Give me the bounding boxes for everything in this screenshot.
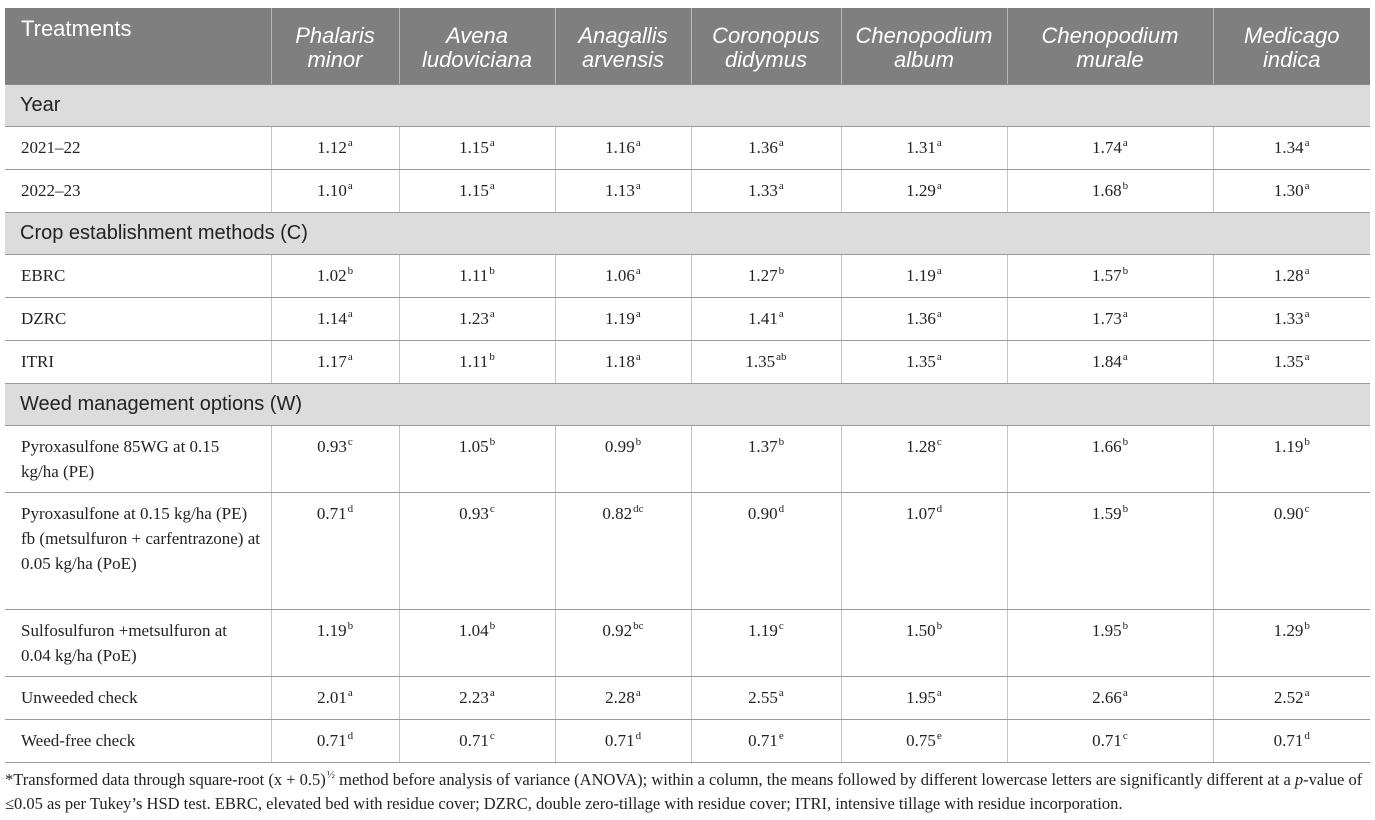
value-cell: [271, 677, 399, 720]
mean-value: 1.13: [605, 181, 635, 200]
value-cell: [555, 493, 691, 610]
mean-value: 0.75: [906, 731, 936, 750]
significance-letter: b: [1122, 180, 1129, 192]
significance-letter: a: [936, 351, 942, 363]
value-cell: [1007, 610, 1213, 677]
value-cell: [271, 255, 399, 298]
treatments-header: Treatments: [5, 8, 271, 85]
mean-value: 1.30: [1273, 181, 1304, 200]
significance-letter: b: [1304, 620, 1310, 632]
value-cell: [555, 127, 691, 170]
value-cell: [555, 170, 691, 213]
table-row: [5, 720, 1370, 763]
significance-letter: a: [1122, 687, 1128, 699]
significance-letter: a: [778, 180, 784, 192]
significance-letter: b: [1122, 265, 1129, 277]
significance-letter: d: [778, 503, 785, 515]
mean-value: 1.34: [1273, 138, 1304, 157]
significance-letter: dc: [633, 503, 644, 515]
mean-value: 1.31: [906, 138, 936, 157]
value-cell: [691, 127, 841, 170]
significance-letter: a: [635, 265, 641, 277]
significance-letter: ab: [776, 351, 787, 363]
mean-value: 0.71: [1273, 731, 1304, 750]
value-cell: [1213, 610, 1370, 677]
value-cell: [555, 298, 691, 341]
significance-letter: a: [635, 687, 641, 699]
value-cell: [399, 493, 555, 610]
value-cell: [841, 677, 1007, 720]
mean-value: 1.07: [905, 504, 936, 523]
table-row: [5, 298, 1370, 341]
significance-letter: c: [1304, 503, 1310, 515]
value-cell: [841, 127, 1007, 170]
significance-letter: d: [635, 730, 642, 742]
value-cell: [691, 610, 841, 677]
value-cell: [1213, 255, 1370, 298]
significance-letter: b: [936, 620, 943, 632]
row-label: 2022–23: [5, 170, 271, 213]
footnote: *Transformed data through square-root $(x + 0.5)^{\frac{1}{2}}$ method before analysis of variance (ANOVA); within a column, the means followed by different lowercase letters are significantly different at a p-value of ≤0.05 as per Tukey’s HSD test. EBRC, elevated bed with residue cover; DZRC, double zero-tillage with residue cover; ITRI, intensive tillage with residue incorporation.: [5, 769, 1363, 813]
row-label: EBRC: [5, 255, 271, 298]
mean-value: 1.36: [748, 138, 778, 157]
significance-letter: b: [778, 436, 785, 448]
value-cell: [841, 720, 1007, 763]
value-cell: [271, 493, 399, 610]
mean-value: 2.01: [317, 688, 347, 707]
significance-letter: b: [1304, 436, 1310, 448]
mean-value: 1.19: [906, 266, 936, 285]
value-cell: [271, 610, 399, 677]
table-row: [5, 170, 1370, 213]
significance-letter: a: [635, 180, 641, 192]
significance-letter: b: [1122, 620, 1129, 632]
value-cell: [555, 720, 691, 763]
mean-value: 2.23: [459, 688, 489, 707]
row-label: Pyroxasulfone at 0.15 kg/ha (PE) fb (metsulfuron + carfentrazone) at 0.05 kg/ha (PoE): [5, 493, 271, 610]
mean-value: 1.06: [605, 266, 635, 285]
table-row: [5, 677, 1370, 720]
row-label: Unweeded check: [5, 677, 271, 720]
species-header: Medicago indica: [1213, 8, 1370, 85]
significance-letter: c: [347, 436, 353, 448]
value-cell: [1007, 341, 1213, 384]
row-label: Pyroxasulfone 85WG at 0.15 kg/ha (PE): [5, 426, 271, 493]
significance-letter: a: [1122, 308, 1128, 320]
mean-value: 2.55: [748, 688, 778, 707]
section-row: [5, 384, 1370, 426]
value-cell: [399, 170, 555, 213]
significance-letter: d: [347, 730, 354, 742]
value-cell: [271, 426, 399, 493]
mean-value: 1.33: [748, 181, 778, 200]
mean-value: 1.35: [745, 352, 776, 371]
row-label: Weed-free check: [5, 720, 271, 763]
mean-value: 0.90: [747, 504, 778, 523]
significance-letter: a: [936, 687, 942, 699]
significance-letter: c: [489, 730, 495, 742]
value-cell: [1213, 127, 1370, 170]
significance-letter: d: [347, 503, 354, 515]
mean-value: 1.95: [906, 688, 936, 707]
significance-letter: a: [1304, 351, 1310, 363]
value-cell: [691, 255, 841, 298]
mean-value: 0.71: [604, 731, 635, 750]
significance-letter: a: [489, 137, 495, 149]
value-cell: [1007, 426, 1213, 493]
value-cell: [1007, 720, 1213, 763]
mean-value: 1.95: [1091, 621, 1122, 640]
value-cell: [841, 255, 1007, 298]
mean-value: 0.99: [604, 437, 635, 456]
mean-value: 1.12: [317, 138, 347, 157]
mean-value: 1.35: [906, 352, 936, 371]
significance-letter: a: [1304, 687, 1310, 699]
table-row: [5, 127, 1370, 170]
significance-letter: d: [936, 503, 943, 515]
mean-value: 1.57: [1091, 266, 1122, 285]
value-cell: [1213, 493, 1370, 610]
significance-letter: a: [936, 308, 942, 320]
value-cell: [841, 426, 1007, 493]
results-table: [5, 8, 1370, 763]
significance-letter: a: [778, 137, 784, 149]
value-cell: [1213, 677, 1370, 720]
significance-letter: a: [1304, 308, 1310, 320]
significance-letter: a: [489, 308, 495, 320]
significance-letter: c: [489, 503, 495, 515]
mean-value: 1.04: [458, 621, 489, 640]
mean-value: 1.15: [459, 181, 489, 200]
significance-letter: c: [936, 436, 942, 448]
value-cell: [399, 255, 555, 298]
significance-letter: a: [1122, 351, 1128, 363]
value-cell: [841, 170, 1007, 213]
mean-value: 1.19: [1273, 437, 1304, 456]
mean-value: 0.71: [316, 731, 347, 750]
row-label: DZRC: [5, 298, 271, 341]
row-label: Sulfosulfuron +metsulfuron at 0.04 kg/ha (PoE): [5, 610, 271, 677]
value-cell: [1213, 720, 1370, 763]
mean-value: 1.68: [1091, 181, 1122, 200]
significance-letter: b: [489, 265, 495, 277]
mean-value: 1.35: [1273, 352, 1304, 371]
significance-letter: c: [778, 620, 784, 632]
value-cell: [271, 170, 399, 213]
significance-letter: b: [489, 436, 496, 448]
significance-letter: a: [635, 308, 641, 320]
significance-letter: a: [635, 137, 641, 149]
mean-value: 1.28: [906, 437, 936, 456]
mean-value: 1.73: [1092, 309, 1122, 328]
significance-letter: b: [778, 265, 785, 277]
value-cell: [399, 298, 555, 341]
value-cell: [399, 341, 555, 384]
table-row: [5, 255, 1370, 298]
row-label: 2021–22: [5, 127, 271, 170]
significance-letter: a: [635, 351, 641, 363]
mean-value: 1.50: [905, 621, 936, 640]
significance-letter: b: [1122, 503, 1129, 515]
significance-letter: a: [1122, 137, 1128, 149]
significance-letter: e: [936, 730, 942, 742]
value-cell: [691, 341, 841, 384]
mean-value: 1.41: [748, 309, 778, 328]
species-header: Chenopodium murale: [1007, 8, 1213, 85]
mean-value: 1.17: [317, 352, 347, 371]
mean-value: 1.11: [459, 266, 489, 285]
value-cell: [691, 298, 841, 341]
header-row: [5, 8, 1370, 85]
mean-value: 1.18: [605, 352, 635, 371]
significance-letter: a: [347, 351, 353, 363]
table-row: [5, 341, 1370, 384]
species-header: Coronopus didymus: [691, 8, 841, 85]
species-header: Anagallis arvensis: [555, 8, 691, 85]
value-cell: [555, 610, 691, 677]
mean-value: 1.27: [747, 266, 778, 285]
value-cell: [555, 255, 691, 298]
value-cell: [271, 298, 399, 341]
mean-value: 1.10: [317, 181, 347, 200]
mean-value: 1.19: [316, 621, 347, 640]
significance-letter: b: [1122, 436, 1129, 448]
value-cell: [1213, 341, 1370, 384]
significance-letter: b: [347, 265, 354, 277]
significance-letter: bc: [633, 620, 644, 632]
value-cell: [841, 610, 1007, 677]
value-cell: [691, 720, 841, 763]
row-label: ITRI: [5, 341, 271, 384]
mean-value: 1.02: [316, 266, 347, 285]
mean-value: 1.19: [605, 309, 635, 328]
value-cell: [399, 610, 555, 677]
mean-value: 1.37: [747, 437, 778, 456]
table-row: [5, 426, 1370, 493]
value-cell: [841, 298, 1007, 341]
mean-value: 1.66: [1091, 437, 1122, 456]
value-cell: [399, 426, 555, 493]
value-cell: [555, 677, 691, 720]
value-cell: [1007, 493, 1213, 610]
significance-letter: a: [936, 265, 942, 277]
significance-letter: a: [1304, 137, 1310, 149]
value-cell: [1007, 170, 1213, 213]
section-title: Weed management options (W): [5, 384, 1370, 426]
table-row: [5, 493, 1370, 610]
mean-value: 0.92: [602, 621, 633, 640]
section-row: [5, 85, 1370, 127]
mean-value: 0.93: [317, 437, 347, 456]
mean-value: 1.19: [748, 621, 778, 640]
value-cell: [555, 426, 691, 493]
value-cell: [1007, 127, 1213, 170]
significance-letter: a: [936, 180, 942, 192]
mean-value: 1.23: [459, 309, 489, 328]
value-cell: [1007, 298, 1213, 341]
significance-letter: c: [1122, 730, 1128, 742]
mean-value: 1.33: [1273, 309, 1304, 328]
value-cell: [271, 720, 399, 763]
significance-letter: a: [347, 180, 353, 192]
value-cell: [399, 677, 555, 720]
mean-value: 2.28: [605, 688, 635, 707]
mean-value: 0.90: [1273, 504, 1304, 523]
species-header: Phalaris minor: [271, 8, 399, 85]
mean-value: 1.14: [317, 309, 347, 328]
mean-value: 1.16: [605, 138, 635, 157]
value-cell: [1007, 677, 1213, 720]
significance-letter: a: [489, 180, 495, 192]
significance-letter: a: [347, 137, 353, 149]
mean-value: 0.71: [459, 731, 489, 750]
mean-value: 1.15: [459, 138, 489, 157]
mean-value: 2.66: [1092, 688, 1122, 707]
significance-letter: a: [778, 308, 784, 320]
mean-value: 1.59: [1091, 504, 1122, 523]
mean-value: 2.52: [1273, 688, 1304, 707]
species-header: Avena ludoviciana: [399, 8, 555, 85]
significance-letter: a: [778, 687, 784, 699]
mean-value: 0.71: [1092, 731, 1122, 750]
section-row: [5, 213, 1370, 255]
section-title: Crop establishment methods (C): [5, 213, 1370, 255]
mean-value: 0.71: [316, 504, 347, 523]
mean-value: 0.82: [602, 504, 633, 523]
value-cell: [841, 341, 1007, 384]
value-cell: [1007, 255, 1213, 298]
value-cell: [1213, 426, 1370, 493]
significance-letter: b: [489, 351, 495, 363]
significance-letter: a: [1304, 180, 1310, 192]
significance-letter: a: [347, 687, 353, 699]
value-cell: [399, 720, 555, 763]
mean-value: 1.36: [906, 309, 936, 328]
significance-letter: b: [635, 436, 642, 448]
mean-value: 1.74: [1092, 138, 1122, 157]
value-cell: [841, 493, 1007, 610]
mean-value: 1.11: [459, 352, 489, 371]
value-cell: [271, 127, 399, 170]
table-body: [5, 85, 1370, 763]
significance-letter: a: [489, 687, 495, 699]
mean-value: 1.05: [458, 437, 489, 456]
value-cell: [399, 127, 555, 170]
table-row: [5, 610, 1370, 677]
value-cell: [555, 341, 691, 384]
significance-letter: b: [489, 620, 496, 632]
value-cell: [691, 426, 841, 493]
value-cell: [1213, 298, 1370, 341]
mean-value: 1.29: [906, 181, 936, 200]
value-cell: [691, 170, 841, 213]
value-cell: [691, 677, 841, 720]
mean-value: 1.29: [1273, 621, 1304, 640]
mean-value: 0.71: [748, 731, 778, 750]
significance-letter: a: [347, 308, 353, 320]
section-title: Year: [5, 85, 1370, 127]
significance-letter: a: [1304, 265, 1310, 277]
significance-letter: e: [778, 730, 784, 742]
value-cell: [691, 493, 841, 610]
significance-letter: b: [347, 620, 354, 632]
value-cell: [1213, 170, 1370, 213]
value-cell: [271, 341, 399, 384]
mean-value: 0.93: [459, 504, 489, 523]
significance-letter: d: [1304, 730, 1310, 742]
mean-value: 1.84: [1092, 352, 1122, 371]
species-header: Chenopodium album: [841, 8, 1007, 85]
significance-letter: a: [936, 137, 942, 149]
mean-value: 1.28: [1273, 266, 1304, 285]
